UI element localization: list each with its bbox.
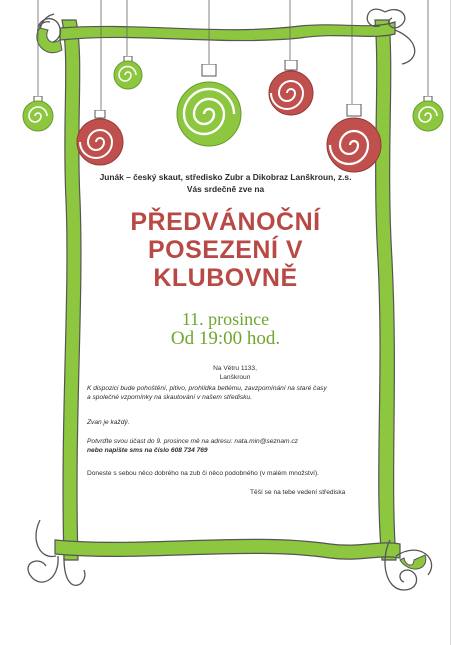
title-line-2: POSEZENÍ V [147,236,304,264]
body-line-2: a společné vzpomínky na skautování v našem středisku. [87,394,252,401]
event-time: Od 19:00 hod. [170,328,281,349]
address-city: Lanškroun [219,374,251,381]
closing-line: Těší se na tebe vedení střediska [250,489,346,496]
address-street: Na Větru 1133, [213,365,257,372]
invite-line: Vás srdečně zve na [186,184,265,194]
organizer-line: Junák – český skaut, středisko Zubr a Dikobraz Lanškroun, z.s. [99,172,352,182]
title-line-3: KLUBOVNĚ [153,264,298,292]
everyone-welcome: Zvan je každý. [87,419,130,426]
rsvp-line-2: nebo napište sms na číslo 608 734 769 [87,447,208,454]
event-date: 11. prosince [181,309,270,329]
rsvp-line-1: Potvrďte svou účast do 9. prosince mě na adresu: nata.min@seznam.cz [87,438,298,445]
title-line-1: PŘEDVÁNOČNÍ [130,208,321,236]
bring-line: Doneste s sebou něco dobrého na zub či něco podobného (v malém množství). [87,470,320,477]
body-line-1: K dispozici bude pohoštění, pitivo, prohlídka betlému, zavzpomínání na staré časy [87,385,327,392]
